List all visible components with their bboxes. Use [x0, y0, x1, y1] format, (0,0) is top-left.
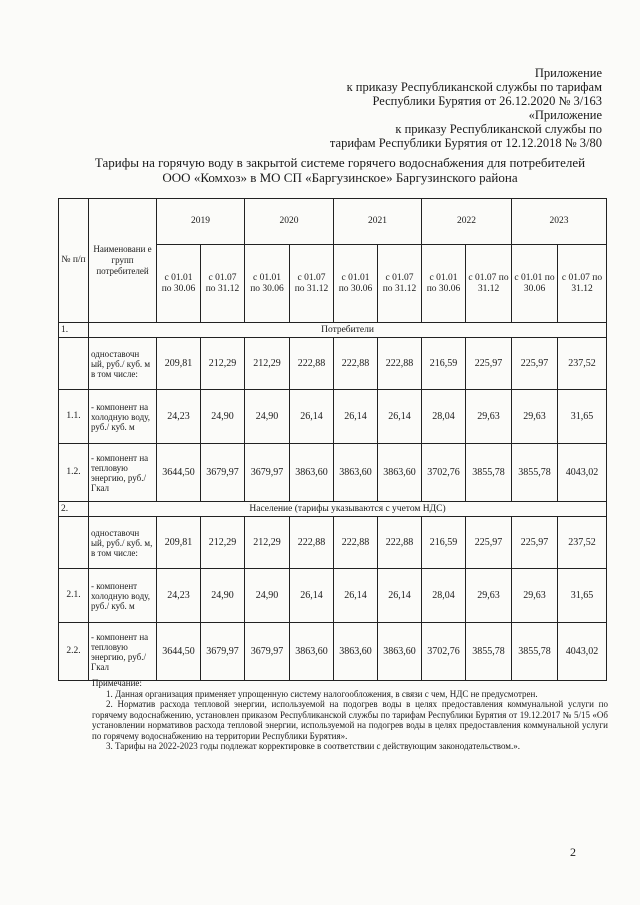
tariff-value: 222,88	[290, 338, 334, 390]
row-name: одноставочн ый, руб./ куб. м, в том числе:	[89, 517, 157, 569]
tariff-value: 31,65	[558, 569, 607, 623]
page-number: 2	[570, 845, 576, 859]
tariff-value: 3702,76	[422, 444, 466, 502]
table-row	[59, 623, 607, 681]
tariff-value: 209,81	[157, 338, 201, 390]
tariff-value: 29,63	[466, 569, 512, 623]
tariff-value: 3863,60	[378, 444, 422, 502]
tariff-value: 3855,78	[466, 623, 512, 681]
tariff-value: 4043,02	[558, 623, 607, 681]
tariff-value: 212,29	[245, 338, 290, 390]
tariff-value: 26,14	[290, 390, 334, 444]
col-header-period: с 01.01 по 30.06	[245, 245, 290, 323]
tariff-value: 225,97	[512, 338, 558, 390]
tariff-value: 3855,78	[466, 444, 512, 502]
section-number: 2.	[59, 502, 89, 517]
col-header-period: с 01.07 по 31.12	[290, 245, 334, 323]
tariff-value: 31,65	[558, 390, 607, 444]
tariff-value: 209,81	[157, 517, 201, 569]
tariff-value: 212,29	[201, 517, 245, 569]
row-name: - компонент на холодную воду, руб./ куб. м	[89, 390, 157, 444]
row-number: 2.2.	[59, 623, 89, 681]
tariff-value: 225,97	[512, 517, 558, 569]
section-row	[59, 323, 607, 338]
tariff-value: 29,63	[512, 569, 558, 623]
col-header-period: с 01.07 по 31.12	[378, 245, 422, 323]
col-header-num: № п/п	[59, 199, 89, 323]
tariff-value: 29,63	[512, 390, 558, 444]
table-row	[59, 444, 607, 502]
notes	[92, 678, 608, 752]
tariff-value: 29,63	[466, 390, 512, 444]
col-header-period: с 01.07 по 31.12	[466, 245, 512, 323]
col-header-period: с 01.01 по 30.06	[157, 245, 201, 323]
table-row	[59, 390, 607, 444]
tariff-value: 3702,76	[422, 623, 466, 681]
tariff-value: 3679,97	[245, 444, 290, 502]
row-name: - компонент холодную воду, руб./ куб. м	[89, 569, 157, 623]
title-line-2: ООО «Комхоз» в МО СП «Баргузинское» Баргузинского района	[162, 170, 518, 185]
tariff-value: 26,14	[334, 569, 378, 623]
document-title	[60, 155, 620, 185]
table-row	[59, 569, 607, 623]
tariff-value: 26,14	[378, 390, 422, 444]
tariff-value: 225,97	[466, 338, 512, 390]
tariff-value: 26,14	[334, 390, 378, 444]
tariff-value: 237,52	[558, 517, 607, 569]
tariff-value: 24,90	[201, 390, 245, 444]
header-line: Республики Бурятия от 26.12.2020 № 3/163	[372, 94, 602, 108]
header-line: к приказу Республиканской службы по	[395, 122, 602, 136]
table-row	[59, 517, 607, 569]
col-header-period: с 01.07 по 31.12	[558, 245, 607, 323]
row-name: одноставочн ый, руб./ куб. м в том числе:	[89, 338, 157, 390]
tariff-value: 212,29	[201, 338, 245, 390]
tariff-value: 26,14	[378, 569, 422, 623]
tariff-value: 3679,97	[201, 623, 245, 681]
row-name: - компонент на тепловую энергию, руб./Гкал	[89, 444, 157, 502]
header-line: «Приложение	[528, 108, 602, 122]
tariff-value: 3679,97	[201, 444, 245, 502]
header-line: Приложение	[534, 66, 602, 80]
header-row-years	[59, 199, 607, 245]
tariff-value: 28,04	[422, 569, 466, 623]
row-number	[59, 517, 89, 569]
tariff-value: 3644,50	[157, 444, 201, 502]
title-line-1: Тарифы на горячую воду в закрытой системе горячего водоснабжения для потребителей	[94, 155, 586, 170]
tariff-value: 216,59	[422, 338, 466, 390]
tariff-value: 3644,50	[157, 623, 201, 681]
col-header-period: с 01.01 по 30.06	[422, 245, 466, 323]
col-header-name: Наименовани е групп потребителей	[89, 199, 157, 323]
row-number: 1.1.	[59, 390, 89, 444]
tariff-value: 24,90	[201, 569, 245, 623]
tariff-value: 237,52	[558, 338, 607, 390]
section-title: Потребители	[89, 323, 607, 338]
tariff-value: 3863,60	[290, 444, 334, 502]
header-line: к приказу Республиканской службы по тарифам	[346, 80, 602, 94]
note-item: 3. Тарифы на 2022-2023 годы подлежат корректировке в соответствии с действующим законодательством.».	[106, 741, 520, 751]
row-number: 1.2.	[59, 444, 89, 502]
row-number: 2.1.	[59, 569, 89, 623]
col-header-period: с 01.07 по 31.12	[201, 245, 245, 323]
col-header-period: с 01.01 по 30.06	[334, 245, 378, 323]
tariff-value: 3863,60	[290, 623, 334, 681]
tariff-value: 222,88	[378, 338, 422, 390]
col-header-year: 2023	[512, 199, 607, 245]
tariff-value: 3679,97	[245, 623, 290, 681]
order-header	[242, 66, 602, 150]
col-header-year: 2022	[422, 199, 512, 245]
row-number	[59, 338, 89, 390]
col-header-year: 2019	[157, 199, 245, 245]
note-item: 2. Норматив расхода тепловой энергии, используемой на подогрев воды в целях предоставления коммунальной услуги по горячему водоснабжению, установлен приказом Республиканской службы по тарифам Республики Бурятия от 19.12.2017 № 5/15 «Об установлении нормативов расхода тепловой энергии, используемой на подогрев воды в целях предоставления коммунальной услуги по горячему водоснабжению на территории Республики Бурятия».	[92, 699, 608, 741]
table-row	[59, 338, 607, 390]
header-line: тарифам Республики Бурятия от 12.12.2018 № 3/80	[329, 136, 602, 150]
section-number: 1.	[59, 323, 89, 338]
tariff-table	[58, 198, 607, 681]
section-row	[59, 502, 607, 517]
tariff-value: 3855,78	[512, 444, 558, 502]
section-title: Население (тарифы указываются с учетом НДС)	[89, 502, 607, 517]
tariff-value: 4043,02	[558, 444, 607, 502]
col-header-year: 2021	[334, 199, 422, 245]
tariff-value: 3863,60	[334, 444, 378, 502]
tariff-value: 3855,78	[512, 623, 558, 681]
notes-heading: Примечание:	[92, 678, 142, 688]
tariff-value: 222,88	[334, 338, 378, 390]
tariff-value: 3863,60	[334, 623, 378, 681]
tariff-value: 24,90	[245, 569, 290, 623]
col-header-year: 2020	[245, 199, 334, 245]
tariff-value: 222,88	[378, 517, 422, 569]
tariff-value: 212,29	[245, 517, 290, 569]
tariff-value: 24,90	[245, 390, 290, 444]
tariff-value: 24,23	[157, 390, 201, 444]
tariff-value: 222,88	[334, 517, 378, 569]
tariff-value: 24,23	[157, 569, 201, 623]
tariff-value: 225,97	[466, 517, 512, 569]
tariff-value: 26,14	[290, 569, 334, 623]
row-name: - компонент на тепловую энергию, руб./Гкал	[89, 623, 157, 681]
tariff-value: 28,04	[422, 390, 466, 444]
tariff-value: 3863,60	[378, 623, 422, 681]
col-header-period: с 01.01 по 30.06	[512, 245, 558, 323]
note-item: 1. Данная организация применяет упрощенную систему налогообложения, в связи с чем, НДС не предусмотрен.	[106, 688, 538, 699]
tariff-value: 222,88	[290, 517, 334, 569]
tariff-value: 216,59	[422, 517, 466, 569]
